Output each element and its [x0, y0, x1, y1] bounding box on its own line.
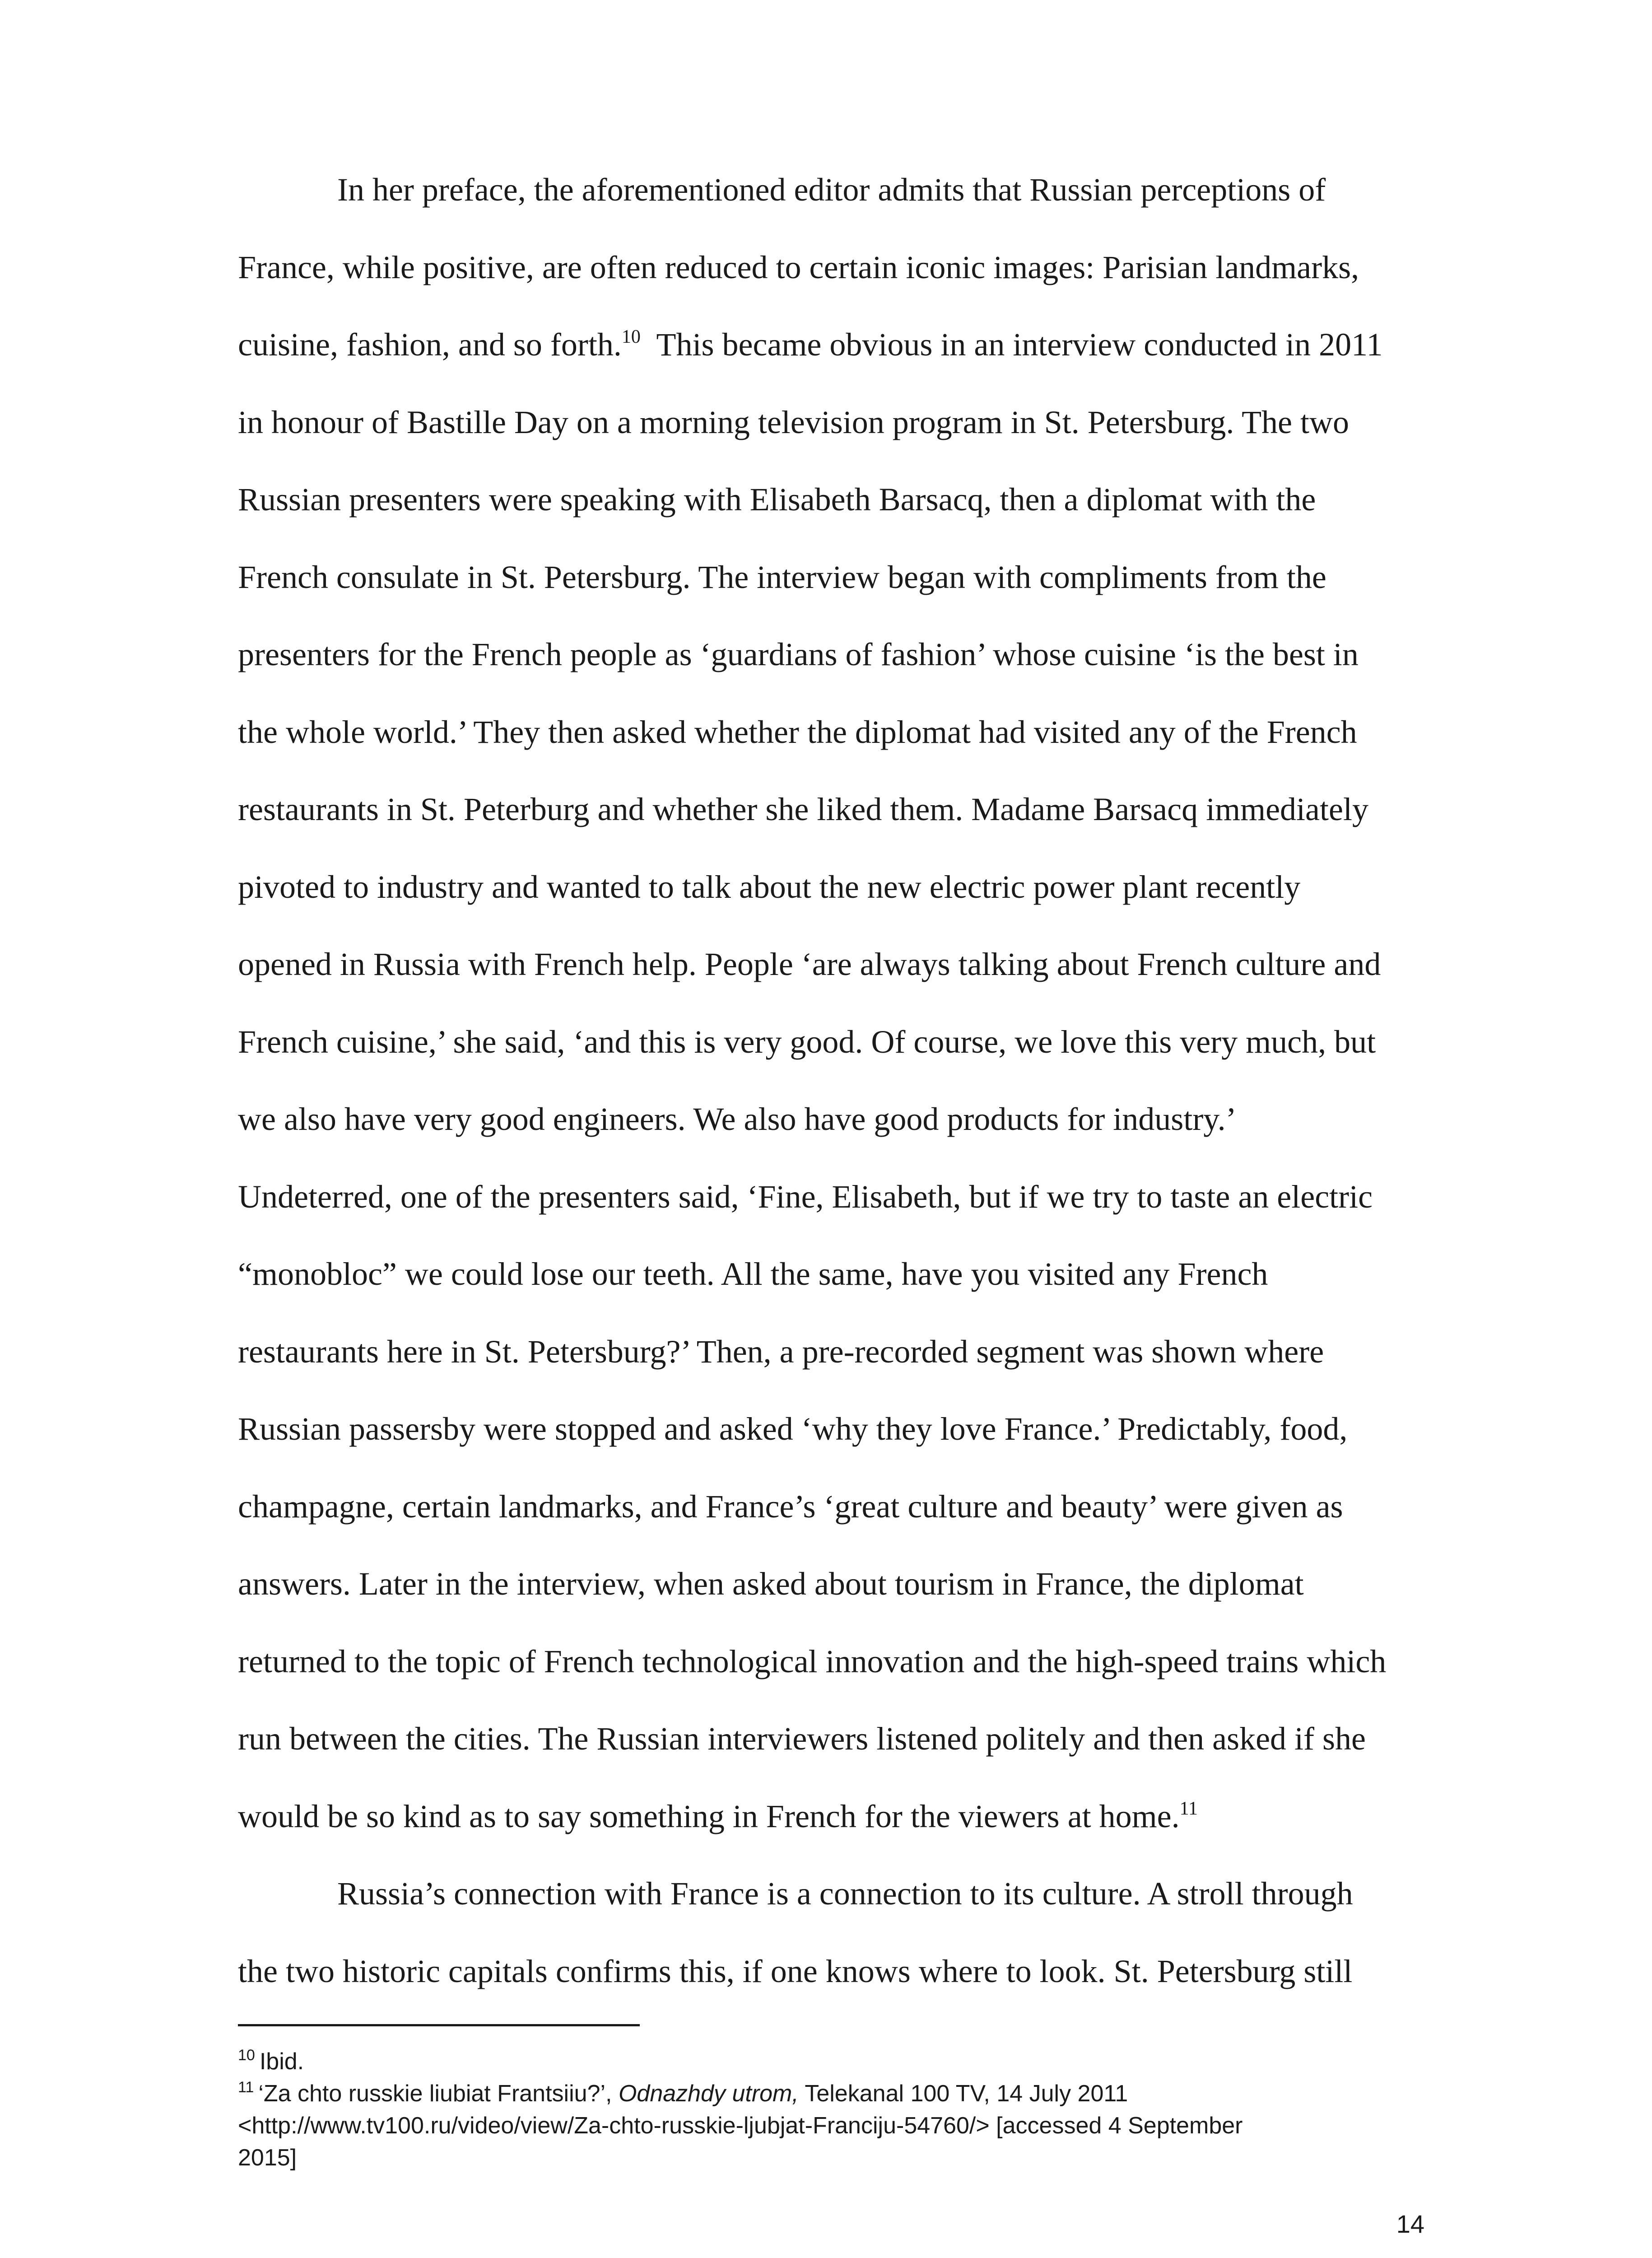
footnote-number: 10	[238, 2047, 255, 2064]
text-line: run between the cities. The Russian interviewers listened politely and then asked if she	[238, 1721, 1366, 1757]
paragraph	[238, 1855, 1430, 2010]
footnote-text: Telekanal 100 TV, 14 July 2011	[798, 2081, 1128, 2107]
page-number: 14	[1396, 2210, 1424, 2238]
text-line: Russian presenters were speaking with Elisabeth Barsacq, then a diplomat with the	[238, 481, 1316, 518]
footnote-reference: 11	[1179, 1798, 1198, 1819]
text-line: “monobloc” we could lose our teeth. All the same, have you visited any French	[238, 1256, 1268, 1292]
footnote-text: ‘Za chto russkie liubiat Frantsiiu?’,	[258, 2081, 619, 2107]
text-line: the two historic capitals confirms this, if one knows where to look. St. Petersburg still	[238, 1953, 1353, 1989]
text-line: In her preface, the aforementioned editor admits that Russian perceptions of	[337, 172, 1326, 208]
footnote-line	[238, 2046, 1412, 2078]
footnote-reference: 10	[621, 327, 641, 347]
text-line	[238, 1778, 1430, 1856]
footnote-line: 2015]	[238, 2145, 297, 2171]
footnote-title: Odnazhdy utrom,	[618, 2081, 799, 2107]
text-line: Russia’s connection with France is a connection to its culture. A stroll through	[337, 1875, 1353, 1912]
text-line: champagne, certain landmarks, and France’s ‘great culture and beauty’ were given as	[238, 1488, 1343, 1525]
footnote-line	[238, 2078, 1412, 2110]
text-line: restaurants here in St. Petersburg?’ Then, a pre-recorded segment was shown where	[238, 1333, 1324, 1370]
footnote-url-line: <http://www.tv100.ru/video/view/Za-chto-russkie-ljubjat-Franciju-54760/> [accessed 4 September	[238, 2113, 1243, 2139]
text-segment: cuisine, fashion, and so forth.	[238, 327, 622, 363]
text-line: pivoted to industry and wanted to talk about the new electric power plant recently	[238, 868, 1301, 905]
footnote	[238, 2046, 1412, 2078]
footnote-number: 11	[238, 2079, 254, 2096]
text-line: in honour of Bastille Day on a morning television program in St. Petersburg. The two	[238, 404, 1350, 440]
text-line: returned to the topic of French technological innovation and the high-speed trains which	[238, 1643, 1387, 1680]
text-line: French cuisine,’ she said, ‘and this is very good. Of course, we love this very much, but	[238, 1023, 1376, 1060]
text-line: opened in Russia with French help. People ‘are always talking about French culture and	[238, 946, 1381, 982]
text-segment: This became obvious in an interview conducted in 2011	[640, 327, 1383, 363]
text-line: Undeterred, one of the presenters said, ‘Fine, Elisabeth, but if we try to taste an electric	[238, 1178, 1373, 1215]
text-line: France, while positive, are often reduced to certain iconic images: Parisian landmarks,	[238, 249, 1359, 285]
footnote-text: Ibid.	[259, 2048, 304, 2075]
text-line: presenters for the French people as ‘guardians of fashion’ whose cuisine ‘is the best in	[238, 636, 1359, 672]
text-line: answers. Later in the interview, when asked about tourism in France, the diplomat	[238, 1566, 1304, 1602]
paragraph	[238, 151, 1430, 1855]
body-text	[238, 151, 1430, 2010]
text-line: restaurants in St. Peterburg and whether she liked them. Madame Barsacq immediately	[238, 791, 1368, 827]
text-line: Russian passersby were stopped and asked ‘why they love France.’ Predictably, food,	[238, 1411, 1348, 1447]
text-line: the whole world.’ They then asked whether the diplomat had visited any of the French	[238, 714, 1357, 750]
footnote-separator	[238, 2024, 640, 2026]
text-line: French consulate in St. Petersburg. The interview began with compliments from the	[238, 559, 1326, 595]
footnotes	[238, 2046, 1412, 2174]
text-segment: would be so kind as to say something in French for the viewers at home.	[238, 1798, 1180, 1834]
footnote	[238, 2078, 1412, 2174]
text-line	[238, 306, 1430, 384]
text-line: we also have very good engineers. We also have good products for industry.’	[238, 1101, 1237, 1137]
